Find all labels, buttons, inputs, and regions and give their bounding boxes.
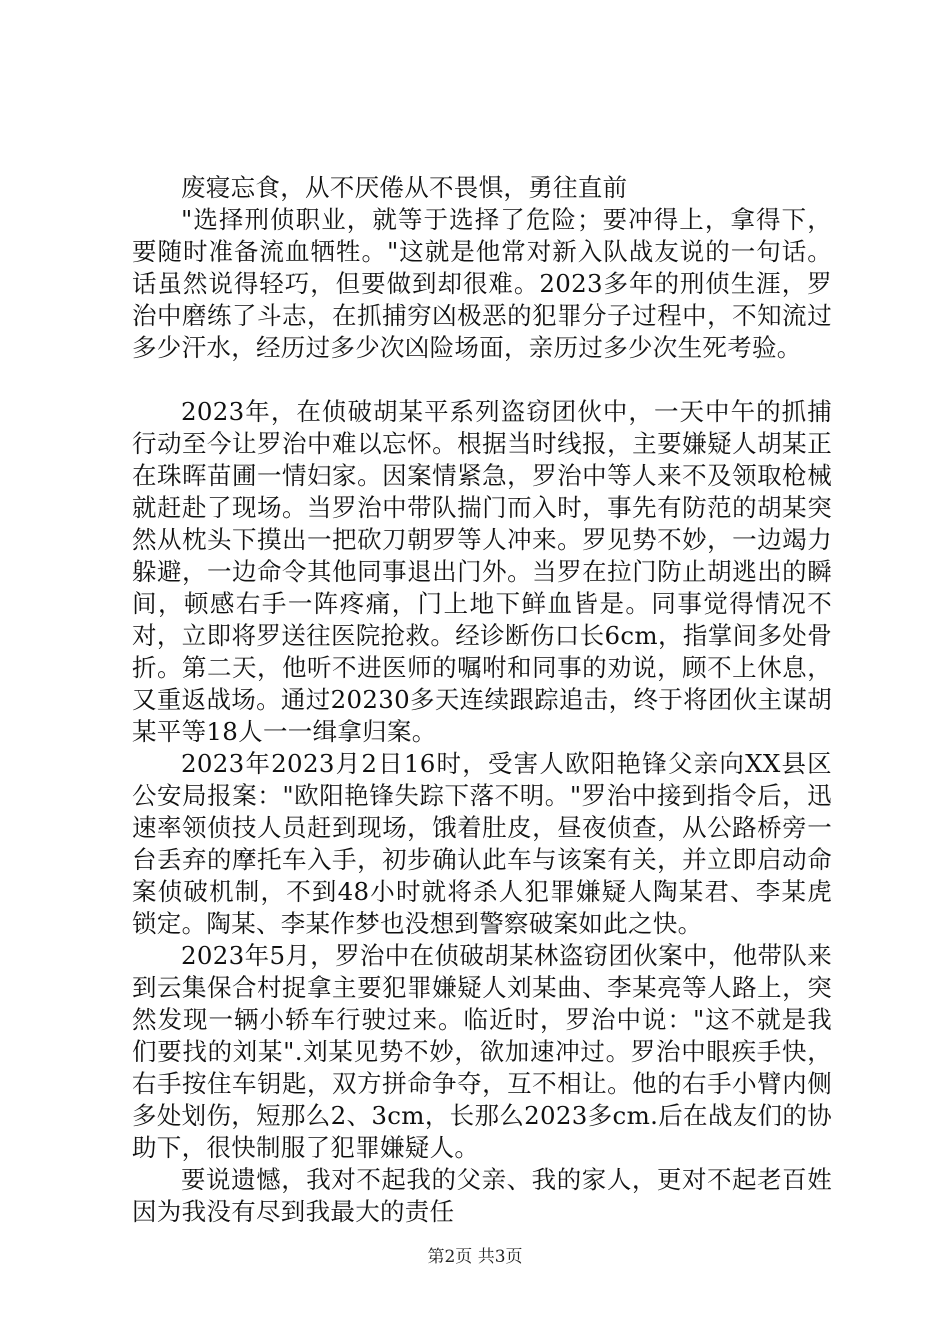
page-number-footer: 第2页 共3页 bbox=[427, 1247, 523, 1267]
paragraph-motto: "选择刑侦职业，就等于选择了危险；要冲得上，拿得下，要随时准备流血牺牲。"这就是他常对新入队战友说的一句话。话虽然说得轻巧，但要做到却很难。2023多年的刑侦生涯，罗治中磨练了斗志，在抓捕穷凶极恶的犯罪分子过程中，不知流过多少汗水，经历过多少次凶险场面，亲历过多少次生死考验。 bbox=[132, 205, 832, 362]
paragraph-case-3: 2023年5月，罗治中在侦破胡某林盗窃团伙案中，他带队来到云集保合村捉拿主要犯罪嫌疑人刘某曲、李某亮等人路上，突然发现一辆小轿车行驶过来。临近时，罗治中说："这不就是我们要找的刘某".刘某见势不妙，欲加速冲过。罗治中眼疾手快，右手按住车钥匙，双方拼命争夺，互不相让。他的右手小臂内侧多处划伤，短那么2、3cm，长那么2023多cm.后在战友们的协助下，很快制服了犯罪嫌疑人。 bbox=[132, 941, 832, 1162]
paragraph-intro: 废寝忘食，从不厌倦从不畏惧，勇往直前 bbox=[181, 173, 628, 202]
document-body bbox=[132, 172, 832, 1228]
paragraph-spacer bbox=[132, 364, 832, 396]
paragraph-case-1: 2023年，在侦破胡某平系列盗窃团伙中，一天中午的抓捕行动至今让罗治中难以忘怀。根据当时线报，主要嫌疑人胡某正在珠晖苗圃一情妇家。因案情紧急，罗治中等人来不及领取枪械就赶赴了现场。当罗治中带队揣门而入时，事先有防范的胡某突然从枕头下摸出一把砍刀朝罗等人冲来。罗见势不妙，一边竭力躲避，一边命令其他同事退出门外。当罗在拉门防止胡逃出的瞬间，顿感右手一阵疼痛，门上地下鲜血皆是。同事觉得情况不对，立即将罗送往医院抢救。经诊断伤口长6cm，指掌间多处骨折。第二天，他听不进医师的嘱咐和同事的劝说，顾不上休息，又重返战场。通过20230多天连续跟踪追击，终于将团伙主谋胡某平等18人一一缉拿归案。 bbox=[132, 397, 832, 746]
paragraph-regret: 要说遗憾，我对不起我的父亲、我的家人，更对不起老百姓因为我没有尽到我最大的责任 bbox=[132, 1165, 832, 1226]
paragraph-case-2: 2023年2023月2日16时，受害人欧阳艳锋父亲向XX县区公安局报案："欧阳艳锋失踪下落不明。"罗治中接到指令后，迅速率领侦技人员赶到现场，饿着肚皮，昼夜侦查，从公路桥旁一台丢弃的摩托车入手，初步确认此车与该案有关，并立即启动命案侦破机制，不到48小时就将杀人犯罪嫌疑人陶某君、李某虎锁定。陶某、李某作梦也没想到警察破案如此之快。 bbox=[132, 749, 832, 938]
